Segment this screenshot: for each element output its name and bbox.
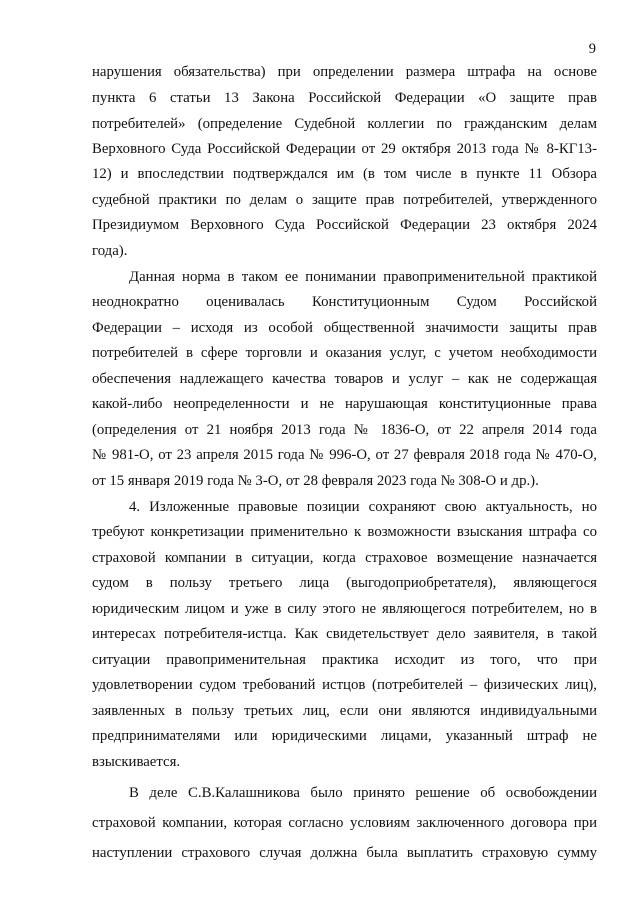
text-line: (определения от 21 ноября 2013 года № 1836-О, от 22 апреля 2014 года [92,422,597,438]
text-line: судебной практики по делам о защите прав потребителей, утвержденного [92,192,597,208]
paragraph-first-line: В деле С.В.Калашникова было принято решение об освобождении [129,785,597,801]
text-line: Верховного Суда Российской Федерации от 29 октября 2013 года № 8-КГ13- [92,141,597,157]
text-line: взыскивается. [92,754,181,770]
text-line: потребителей в сфере торговли и оказания услуг, с учетом необходимости [92,345,597,361]
text-line: года). [92,243,128,259]
text-line: ситуации правоприменительная практика исходит из того, что при [92,652,597,668]
text-line: нарушения обязательства) при определении размера штрафа на основе [92,64,597,80]
text-line: Федерации – исходя из особой общественной значимости защиты прав [92,320,597,336]
text-line: предпринимателями или юридическими лицами, указанный штраф не [92,728,597,744]
text-line: страховой компании в ситуации, когда страховое возмещение назначается [92,550,597,566]
text-line: неоднократно оценивалась Конституционным Судом Российской [92,294,597,310]
text-line: требуют конкретизации применительно к возможности взыскания штрафа со [92,524,597,540]
paragraph-first-line: 4. Изложенные правовые позиции сохраняют свою актуальность, но [129,499,597,515]
text-line: удовлетворении судом требований истцов (потребителей – физических лиц), [92,677,597,693]
paragraph-first-line: Данная норма в таком ее понимании правоприменительной практикой [129,269,597,285]
text-line: потребителей» (определение Судебной коллегии по гражданским делам [92,116,597,132]
text-line: страховой компании, которая согласно условиям заключенного договора при [92,815,597,831]
text-line: Президиумом Верховного Суда Российской Федерации 23 октября 2024 [92,217,597,233]
text-line: заявленных в пользу третьих лиц, если они являются индивидуальными [92,703,597,719]
text-line: пункта 6 статьи 13 Закона Российской Федерации «О защите прав [92,90,597,106]
text-line: интересах потребителя-истца. Как свидетельствует дело заявителя, в такой [92,626,597,642]
text-line: 12) и впоследствии подтверждался им (в том числе в пункте 11 Обзора [92,166,597,182]
text-line: какой-либо неопределенности и не нарушающая конституционные права [92,396,597,412]
text-line: № 981-О, от 23 апреля 2015 года № 996-О, от 27 февраля 2018 года № 470-О, [92,447,597,463]
text-line: судом в пользу третьего лица (выгодоприобретателя), являющегося [92,575,597,591]
text-line: юридическим лицом и уже в силу этого не являющегося потребителем, но в [92,601,597,617]
text-line: наступлении страхового случая должна была выплатить страховую сумму [92,845,597,861]
page-number: 9 [588,41,596,57]
text-line: обеспечения надлежащего качества товаров и услуг – как не содержащая [92,371,597,387]
text-line: от 15 января 2019 года № 3-О, от 28 февраля 2023 года № 308-О и др.). [92,473,539,489]
